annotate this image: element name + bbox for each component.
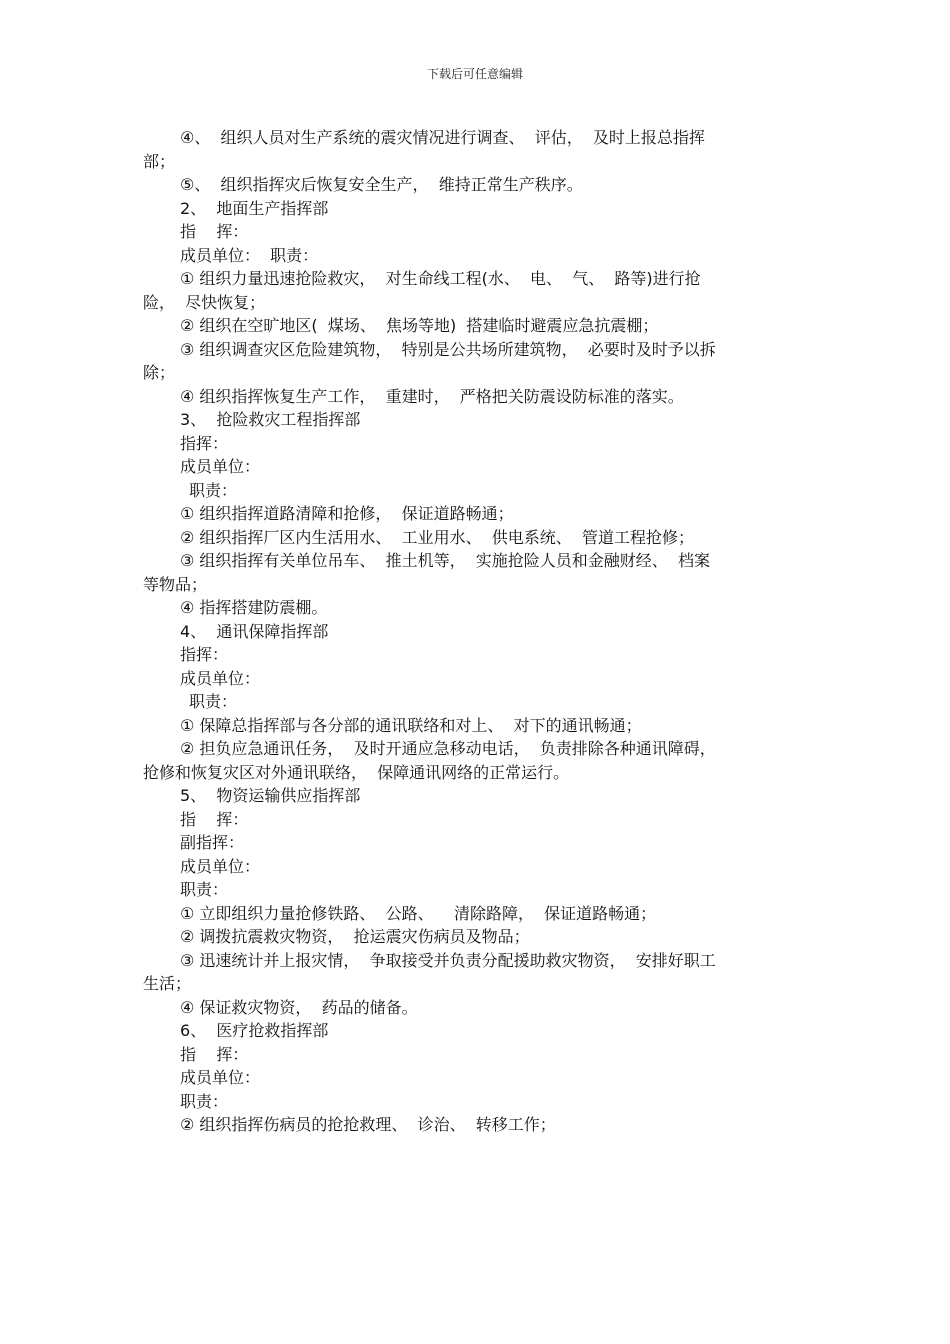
text-line: 副指挥： [180,833,245,852]
text-line: ③ 迅速统计并上报灾情， 争取接受并负责分配援助救灾物资， 安排好职工 [180,950,716,970]
text-line: 职责： [180,880,229,899]
text-line: 指挥： [180,645,229,664]
text-line: 2、 地面生产指挥部 [180,198,329,218]
text-line: 成员单位： [180,457,261,476]
text-line: 成员单位： [180,668,261,688]
text-line: 成员单位： [180,1068,261,1087]
text-line: 职责： [180,1091,229,1111]
text-line: 除； [143,363,176,382]
page-header: 下载后可任意编辑 [426,67,523,81]
text-line: 抢修和恢复灾区对外通讯联络， 保障通讯网络的正常运行。 [143,762,570,782]
text-line: ① 组织力量迅速抢险救灾， 对生命线工程(水、 电、 气、 路等)进行抢 [180,269,701,288]
text-line: ② 组织指挥伤病员的抢抢救理、 诊治、 转移工作； [180,1115,556,1134]
text-line: 指 挥： [180,222,249,241]
text-line: ① 组织指挥道路清障和抢修， 保证道路畅通； [180,504,514,523]
text-line: 险， 尽快恢复； [143,292,266,312]
text-line: 6、 医疗抢救指挥部 [180,1021,329,1040]
text-line: ① 保障总指挥部与各分部的通讯联络和对上、 对下的通讯畅通； [180,715,642,735]
text-line: 生活； [143,974,192,993]
text-line: ④、 组织人员对生产系统的震灾情况进行调查、 评估， 及时上报总指挥 [180,128,705,147]
text-line: ④ 指挥搭建防震棚。 [180,598,328,617]
text-line: 职责： [189,480,238,500]
text-line: 等物品； [143,574,208,594]
text-line: 指 挥： [180,1044,249,1064]
text-line: 指挥： [180,433,229,453]
text-line: 指 挥： [180,809,249,829]
text-line: ③ 组织调查灾区危险建筑物， 特别是公共场所建筑物， 必要时及时予以拆 [180,339,716,359]
text-line: ① 立即组织力量抢修铁路、 公路、 清除路障， 保证道路畅通； [180,903,657,923]
text-line: ② 担负应急通讯任务， 及时开通应急移动电话， 负责排除各种通讯障碍， [180,739,716,758]
text-line: ③ 组织指挥有关单位吊车、 推土机等， 实施抢险人员和金融财经、 档案 [180,551,710,570]
text-line: ⑤、 组织指挥灾后恢复安全生产， 维持正常生产秩序。 [180,175,583,194]
text-line: 4、 通讯保障指挥部 [180,621,329,641]
document-body [143,126,803,1137]
text-line: ④ 组织指挥恢复生产工作， 重建时， 严格把关防震设防标准的落实。 [180,386,684,406]
text-line: ② 组织在空旷地区( 煤场、 焦场等地) 搭建临时避震应急抗震棚； [180,316,659,335]
text-line: 成员单位： [180,856,261,876]
text-line: 职责： [189,692,238,711]
text-line: 部； [143,151,176,171]
text-line: 成员单位： 职责： [180,245,319,265]
text-line: ② 组织指挥厂区内生活用水、 工业用水、 供电系统、 管道工程抢修； [180,527,694,547]
text-line: 3、 抢险救灾工程指挥部 [180,410,361,429]
text-line: ④ 保证救灾物资， 药品的储备。 [180,997,418,1017]
text-line: ② 调拨抗震救灾物资， 抢运震灾伤病员及物品； [180,927,530,946]
text-line: 5、 物资运输供应指挥部 [180,786,361,805]
